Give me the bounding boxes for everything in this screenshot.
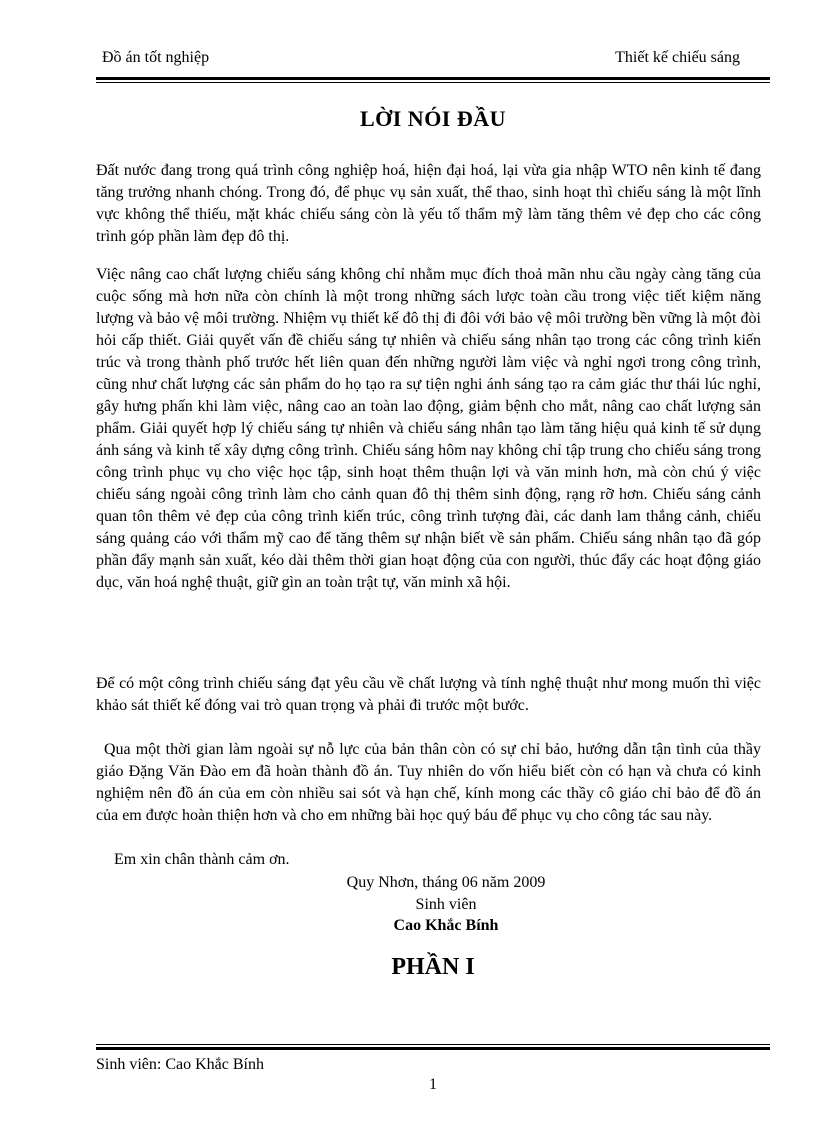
signoff-name: Cao Khắc Bính [393,917,499,934]
footer-student: Sinh viên: Cao Khắc Bính [96,1056,264,1073]
header-rule-thin [96,82,770,83]
signoff-role: Sinh viên [415,896,477,913]
paragraph-thanks: Em xin chân thành cảm ơn. [114,851,290,868]
page-title: LỜI NÓI ĐẦU [359,106,507,131]
signoff-date: Quy Nhơn, tháng 06 năm 2009 [346,874,546,891]
paragraph-intro: Đất nước đang trong quá trình công nghiệp hoá, hiện đại hoá, lại vừa gia nhập WTO nên kinh tế đang tăng trưởng nhanh chóng. Trong đó, để phục vụ sản xuất, thể thao, sinh hoạt thì chiếu sáng là một lĩnh vực không thể thiếu, mặt khác chiếu sáng còn là yếu tố thẩm mỹ làm tăng thêm vẻ đẹp cho các công trình góp phần làm đẹp đô thị. [96,162,761,245]
paragraph-lighting-quality: Việc nâng cao chất lượng chiếu sáng không chỉ nhằm mục đích thoả mãn nhu cầu ngày càng tăng của cuộc sống mà hơn nữa còn chính là một trong những sách lược toàn cầu trong việc tiết kiệm năng lượng và bảo vệ môi trường. Nhiệm vụ thiết kế đô thị đi đôi với bảo vệ môi trường bền vững là một đòi hỏi cấp thiết. Giải quyết vấn đề chiếu sáng tự nhiên và chiếu sáng nhân tạo trong các công trình kiến trúc và trong thành phố trước hết liên quan đến những người làm việc và nghỉ ngơi trong công trình, cũng như chất lượng các sản phẩm do họ tạo ra sự tiện nghi ánh sáng tạo ra cảm giác thư thái lúc nghỉ, gây hưng phấn khi làm việc, nâng cao an toàn lao động, giảm bệnh cho mắt, nâng cao chất lượng sản phẩm. Giải quyết hợp lý chiếu sáng tự nhiên và chiếu sáng nhân tạo làm tăng hiệu quả kinh tế sử dụng ánh sáng và kinh tế xây dựng công trình. Chiếu sáng hôm nay không chỉ tập trung cho chiếu sáng trong công trình phục vụ cho việc học tập, sinh hoạt thêm thuận lợi và văn minh hơn, mà còn chú ý việc chiếu sáng ngoài công trình làm cho cảnh quan đô thị thêm sinh động, rạng rỡ hơn. Chiếu sáng cảnh quan tôn thêm vẻ đẹp của công trình kiến trúc, công trình tượng đài, các danh lam thắng cảnh, chiếu sáng quảng cáo với thẩm mỹ cao để tăng thêm sự nhận biết về sản phẩm. Chiếu sáng nhân tạo đã góp phần đẩy mạnh sản xuất, kéo dài thêm thời gian hoạt động của con người, thúc đẩy các hoạt động giáo dục, văn hoá nghệ thuật, giữ gìn an toàn trật tự, văn minh xã hội. [96,266,761,591]
header-doc-type: Đồ án tốt nghiệp [102,49,210,66]
page-header [96,49,770,75]
page-number: 1 [429,1076,437,1093]
footer-rule-thin [96,1044,770,1045]
paragraph-survey-design: Để có một công trình chiếu sáng đạt yêu cầu về chất lượng và tính nghệ thuật như mong muốn thì việc khảo sát thiết kế đóng vai trò quan trọng và phải đi trước một bước. [96,675,761,714]
footer-rule-thick [96,1047,770,1050]
part-heading: PHẦN I [391,954,475,980]
header-doc-topic: Thiết kế chiếu sáng [615,49,740,66]
paragraph-acknowledgement: Qua một thời gian làm ngoài sự nỗ lực của bản thân còn có sự chỉ bảo, hướng dẫn tận tình của thầy giáo Đặng Văn Đào em đã hoàn thành đồ án. Tuy nhiên do vốn hiểu biết còn có hạn và chưa có kinh nghiệm nên đồ án của em còn nhiều sai sót và hạn chế, kính mong các thầy cô giáo chỉ bảo để đồ án của em được hoàn thiện hơn và cho em những bài học quý báu để phục vụ cho công tác sau này. [96,741,761,824]
header-rule-thick [96,77,770,80]
